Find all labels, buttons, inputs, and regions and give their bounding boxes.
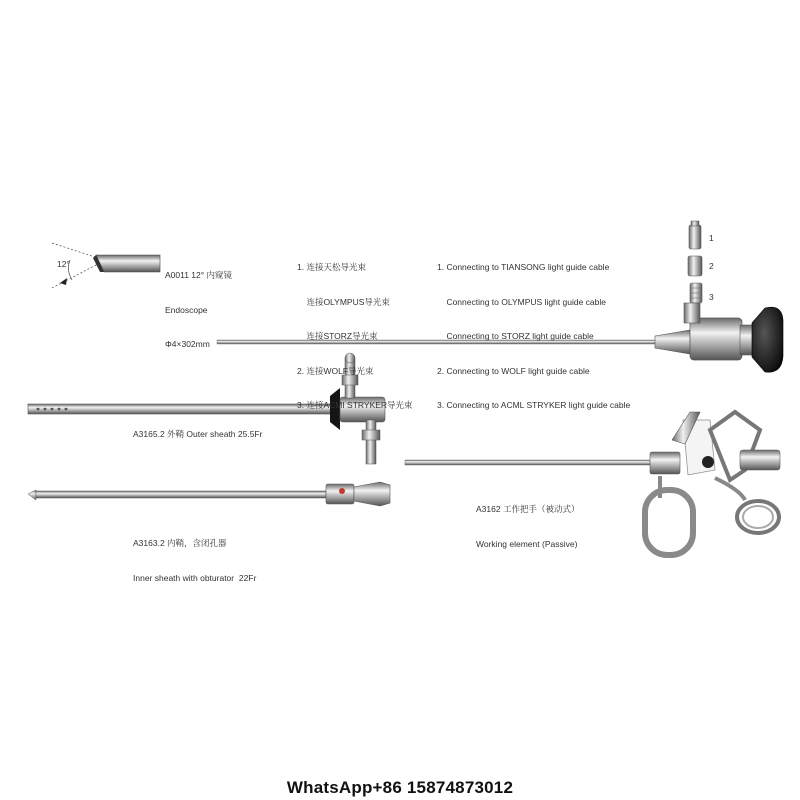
- inner-sheath-label-en: Inner sheath with obturator 22Fr: [133, 572, 257, 583]
- endoscope-label-model: A0011 12° 内窥镜: [165, 270, 233, 280]
- working-element: [405, 412, 780, 555]
- endoscope-label-size: Φ4×302mm: [165, 339, 210, 349]
- adapter-number-2: 2: [709, 261, 714, 271]
- adapter-number-1: 1: [709, 233, 714, 243]
- connector-en-item: Connecting to STORZ light guide cable: [437, 331, 594, 341]
- working-element-label-cn: A3162 工作把手（被动式）: [476, 504, 580, 514]
- working-element-label-en: Working element (Passive): [476, 538, 578, 549]
- connector-cn-item: 2. 连接WOLF导光束: [297, 365, 374, 376]
- connector-list-cn: [297, 239, 413, 423]
- adapter-number-3: 3: [709, 292, 714, 302]
- connector-cn-item: 连接STORZ导光束: [297, 331, 378, 341]
- connector-en-item: 3. Connecting to ACML STRYKER light guide cable: [437, 400, 631, 410]
- light-guide-adapters: [688, 221, 702, 303]
- connector-list-en: [437, 239, 630, 423]
- connector-cn-item: 3. 连接ACMI STRYKER导光束: [297, 400, 413, 410]
- connector-en-item: 1. Connecting to TIANSONG light guide cable: [437, 262, 610, 272]
- connector-en-item: 2. Connecting to WOLF light guide cable: [437, 365, 590, 376]
- inner-sheath: [28, 482, 390, 506]
- working-element-label: [476, 481, 579, 562]
- endoscope-label-name: Endoscope: [165, 304, 208, 315]
- tip-angle-label: 12°: [57, 259, 70, 269]
- connector-cn-item: 1. 连接天松导光束: [297, 262, 366, 272]
- outer-sheath-label: A3165.2 外鞘 Outer sheath 25.5Fr: [133, 429, 263, 439]
- connector-en-item: Connecting to OLYMPUS light guide cable: [437, 296, 606, 307]
- connector-cn-item: 连接OLYMPUS导光束: [297, 296, 390, 307]
- inner-sheath-label: [133, 515, 256, 596]
- inner-sheath-label-cn: A3163.2 内鞘，含闭孔器: [133, 538, 227, 548]
- contact-footer: WhatsApp+86 15874873012: [286, 778, 514, 797]
- endoscope-label: [165, 247, 232, 362]
